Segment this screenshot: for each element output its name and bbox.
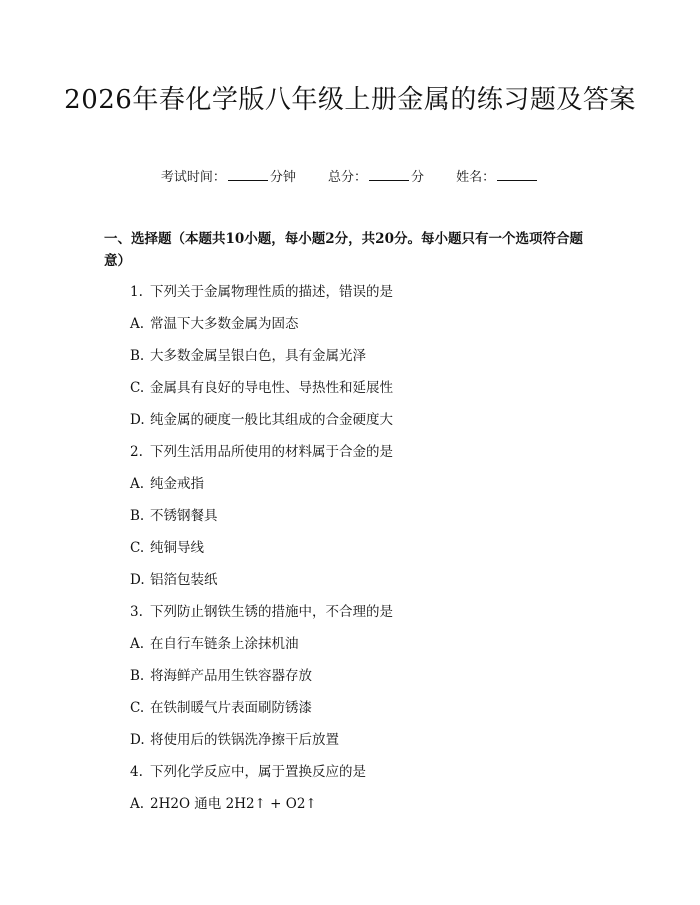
option-line: [130, 475, 204, 493]
option-line: [130, 571, 218, 589]
exam-time-label: 考试时间：: [160, 170, 226, 185]
item-number: D.: [130, 732, 145, 748]
option-line: [130, 699, 312, 717]
item-text: 在自行车链条上涂抹机油: [150, 636, 299, 652]
item-text: 将海鲜产品用生铁容器存放: [150, 668, 312, 684]
item-text: 下列关于金属物理性质的描述，错误的是: [150, 284, 393, 300]
exam-time-unit: 分钟: [269, 170, 296, 185]
item-number: C.: [130, 700, 145, 716]
total-score-label: 总分：: [327, 170, 367, 185]
item-number: A.: [130, 636, 145, 652]
item-number: A.: [130, 316, 145, 332]
exam-time-blank: [228, 168, 268, 181]
item-text: 下列化学反应中，属于置换反应的是: [150, 764, 366, 780]
total-score-unit: 分: [411, 170, 425, 185]
item-text: 在铁制暖气片表面刷防锈漆: [150, 700, 312, 716]
option-line: [130, 507, 218, 525]
question-line: [130, 763, 366, 781]
section-heading: 一、选择题（本题共10小题，每小题2分，共20分。每小题只有一个选项符合题意）: [104, 231, 583, 269]
item-text: 常温下大多数金属为固态: [150, 316, 299, 332]
item-number: D.: [130, 412, 145, 428]
name-label: 姓名：: [456, 170, 496, 185]
item-number: A.: [130, 796, 145, 812]
item-text: 纯铜导线: [150, 540, 204, 556]
item-number: B.: [130, 348, 145, 364]
item-number: A.: [130, 476, 145, 492]
item-text: 将使用后的铁锅洗净擦干后放置: [150, 732, 339, 748]
option-line: [130, 795, 317, 813]
total-score-field: [328, 168, 424, 187]
item-text: 不锈钢餐具: [150, 508, 218, 524]
option-line: [130, 347, 366, 365]
item-text: 铝箔包装纸: [150, 572, 218, 588]
option-line: [130, 411, 393, 429]
option-line: [130, 379, 393, 397]
item-text: 下列生活用品所使用的材料属于合金的是: [150, 444, 393, 460]
item-number: C.: [130, 540, 145, 556]
item-text: 大多数金属呈银白色，具有金属光泽: [150, 348, 366, 364]
option-line: [130, 731, 339, 749]
item-number: B.: [130, 508, 145, 524]
question-line: [130, 283, 393, 301]
item-number: 4.: [130, 764, 143, 780]
item-number: 1.: [130, 284, 143, 300]
item-text: 金属具有良好的导电性、导热性和延展性: [150, 380, 393, 396]
item-text: 纯金戒指: [150, 476, 204, 492]
item-text: 2H2O 通电 2H2↑ + O2↑: [150, 796, 317, 812]
option-line: [130, 539, 204, 557]
name-blank: [497, 168, 537, 181]
name-field: [456, 168, 539, 187]
exam-info-row: [0, 168, 700, 187]
item-text: 纯金属的硬度一般比其组成的合金硬度大: [150, 412, 393, 428]
exam-time-field: [161, 168, 296, 187]
option-line: [130, 635, 299, 653]
option-line: [130, 667, 312, 685]
question-line: [130, 603, 393, 621]
item-number: C.: [130, 380, 145, 396]
document-title: 2026年春化学版八年级上册金属的练习题及答案: [64, 85, 636, 115]
item-number: 2.: [130, 444, 143, 460]
question-line: [130, 443, 393, 461]
item-number: B.: [130, 668, 145, 684]
item-number: 3.: [130, 604, 143, 620]
item-number: D.: [130, 572, 145, 588]
total-score-blank: [369, 168, 409, 181]
item-text: 下列防止钢铁生锈的措施中，不合理的是: [150, 604, 393, 620]
option-line: [130, 315, 299, 333]
